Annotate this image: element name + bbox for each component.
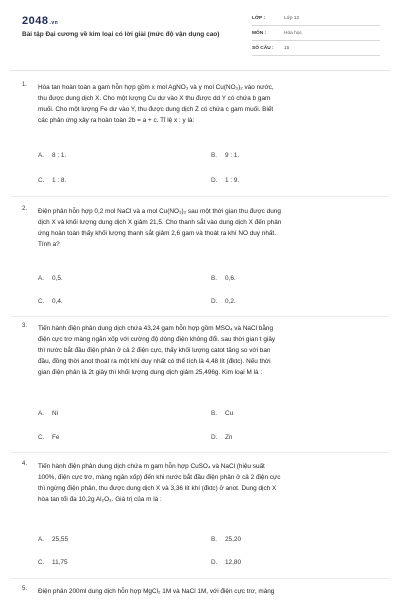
option-b[interactable] xyxy=(211,536,241,543)
option-letter: B. xyxy=(211,152,218,159)
option-text: 1 : 9. xyxy=(225,177,240,184)
option-text: 9 : 1. xyxy=(225,152,240,159)
question-stem: Tiến hành điện phân dung dịch chứa m gam hỗn hợp CuSO₄ và NaCl (hiệu suất 100%, điện cực trơ, màng ngăn xốp) đến khi nước bắt đầu điện phân ở cả 2 điện cực thì ngừng điện phân, thu được dung dịch X và 3,36 lít khí (đktc) ở anot. Dung dịch X hòa tan tối đa 10,2g Al₂O₃. Giá trị của m là : xyxy=(38,463,281,503)
meta-key-count: SỐ CÂU : xyxy=(252,46,274,51)
option-letter: C. xyxy=(38,559,45,566)
question-stem: Điện phân 200ml dung dịch hỗn hợp MgCl₂ 1M và NaCl 1M, với điện cực trơ, màng xyxy=(38,588,275,595)
option-a[interactable] xyxy=(38,410,58,417)
question-number: 5. xyxy=(22,586,28,592)
option-letter: B. xyxy=(211,536,218,543)
option-text: 1 : 8. xyxy=(52,177,67,184)
option-letter: A. xyxy=(38,410,45,417)
option-letter: C. xyxy=(38,177,45,184)
option-text: 0,2. xyxy=(225,298,236,305)
question-stem: Điện phân hỗn hợp 0,2 mol NaCl và a mol Cu(NO₃)₂ sau một thời gian thu được dung dịch X và khối lượng dung dịch X giảm 21,5. Cho thanh sắt vào dung dịch X đến phản ứng hoàn toàn thấy khối lượng thanh sắt giảm 2,6 gam và thoát ra khí NO duy nhất. Tính a? xyxy=(38,208,282,248)
meta-value-count: 15 xyxy=(284,46,290,51)
question-divider xyxy=(10,578,390,579)
site-logo[interactable] xyxy=(22,15,58,27)
question-number: 2. xyxy=(22,206,28,212)
option-b[interactable] xyxy=(211,152,239,159)
meta-value-subject: Hóa học xyxy=(284,31,302,36)
option-c[interactable] xyxy=(38,298,63,305)
option-letter: B. xyxy=(211,410,218,417)
option-text: 25,20 xyxy=(225,536,241,543)
option-letter: C. xyxy=(38,298,45,305)
option-text: 11,75 xyxy=(52,559,68,566)
option-text: 12,80 xyxy=(225,559,241,566)
meta-key-class: LỚP : xyxy=(252,16,266,21)
question-divider xyxy=(10,196,390,197)
meta-class xyxy=(252,13,380,26)
option-text: Cu xyxy=(225,410,234,417)
option-c[interactable] xyxy=(38,177,66,184)
option-text: 0,5. xyxy=(52,275,63,282)
option-letter: D. xyxy=(211,177,218,184)
question-number: 1. xyxy=(22,82,28,88)
meta-subject xyxy=(252,28,380,41)
option-a[interactable] xyxy=(38,536,68,543)
option-letter: A. xyxy=(38,536,45,543)
meta-key-subject: MÔN : xyxy=(252,31,267,36)
option-text: Ni xyxy=(52,410,59,417)
option-c[interactable] xyxy=(38,434,59,441)
option-letter: C. xyxy=(38,434,45,441)
logo-suffix: .vn xyxy=(49,20,59,26)
option-text: 0,6. xyxy=(225,275,236,282)
option-letter: A. xyxy=(38,275,45,282)
page-title: Bài tập Đại cương về kim loại có lời giải (mức độ vận dụng cao) xyxy=(22,31,220,38)
logo-main: 2048 xyxy=(22,15,49,27)
option-text: 25,55 xyxy=(52,536,68,543)
option-letter: D. xyxy=(211,434,218,441)
header-divider xyxy=(10,70,390,71)
option-b[interactable] xyxy=(211,275,236,282)
option-c[interactable] xyxy=(38,559,68,566)
option-letter: D. xyxy=(211,559,218,566)
option-d[interactable] xyxy=(211,559,241,566)
option-b[interactable] xyxy=(211,410,233,417)
question-divider xyxy=(10,452,390,453)
option-letter: B. xyxy=(211,275,218,282)
meta-count xyxy=(252,43,380,56)
question-number: 4. xyxy=(22,461,28,467)
option-text: Zn xyxy=(225,434,233,441)
option-letter: D. xyxy=(211,298,218,305)
option-d[interactable] xyxy=(211,177,239,184)
option-d[interactable] xyxy=(211,434,232,441)
question-number: 3. xyxy=(22,323,28,329)
question-divider xyxy=(10,316,390,317)
option-text: Fe xyxy=(52,434,60,441)
option-text: 8 : 1. xyxy=(52,152,67,159)
meta-value-class: Lớp 12 xyxy=(284,16,300,21)
option-a[interactable] xyxy=(38,152,66,159)
question-stem: Hòa tan hoàn toàn a gam hỗn hợp gồm x mol AgNO₃ và y mol Cu(NO₃)₂ vào nước, thu được dung dịch X. Cho một lượng Cu dư vào X thu được dd Y có chứa b gam muối. Cho một lượng Fe dư vào Y, thu được dung dịch Z có chứa c gam muối. Biết các phản ứng xảy ra hoàn toàn 2b = a + c. Tỉ lệ x : y là: xyxy=(38,84,274,124)
question-stem: Tiến hành điện phân dung dịch chứa 43,24 gam hỗn hợp gồm MSO₄ và NaCl bằng điện cực trơ màng ngăn xốp với cường độ dòng điện không đổi. sau thời gian t giây thì nước bắt đầu điện phân ở cả 2 điện cực, thấy khối lượng catot tăng so với ban đầu, đồng thời anot thoát ra một khí duy nhất có thể tích là 4,48 lít (đktc). Nếu thời gian điện phân là 2t giây thì khối lượng dung dịch giảm 25,496g. Kim loại M là : xyxy=(38,325,276,376)
option-text: 0,4. xyxy=(52,298,63,305)
option-letter: A. xyxy=(38,152,45,159)
header xyxy=(0,0,400,64)
option-d[interactable] xyxy=(211,298,236,305)
option-a[interactable] xyxy=(38,275,63,282)
